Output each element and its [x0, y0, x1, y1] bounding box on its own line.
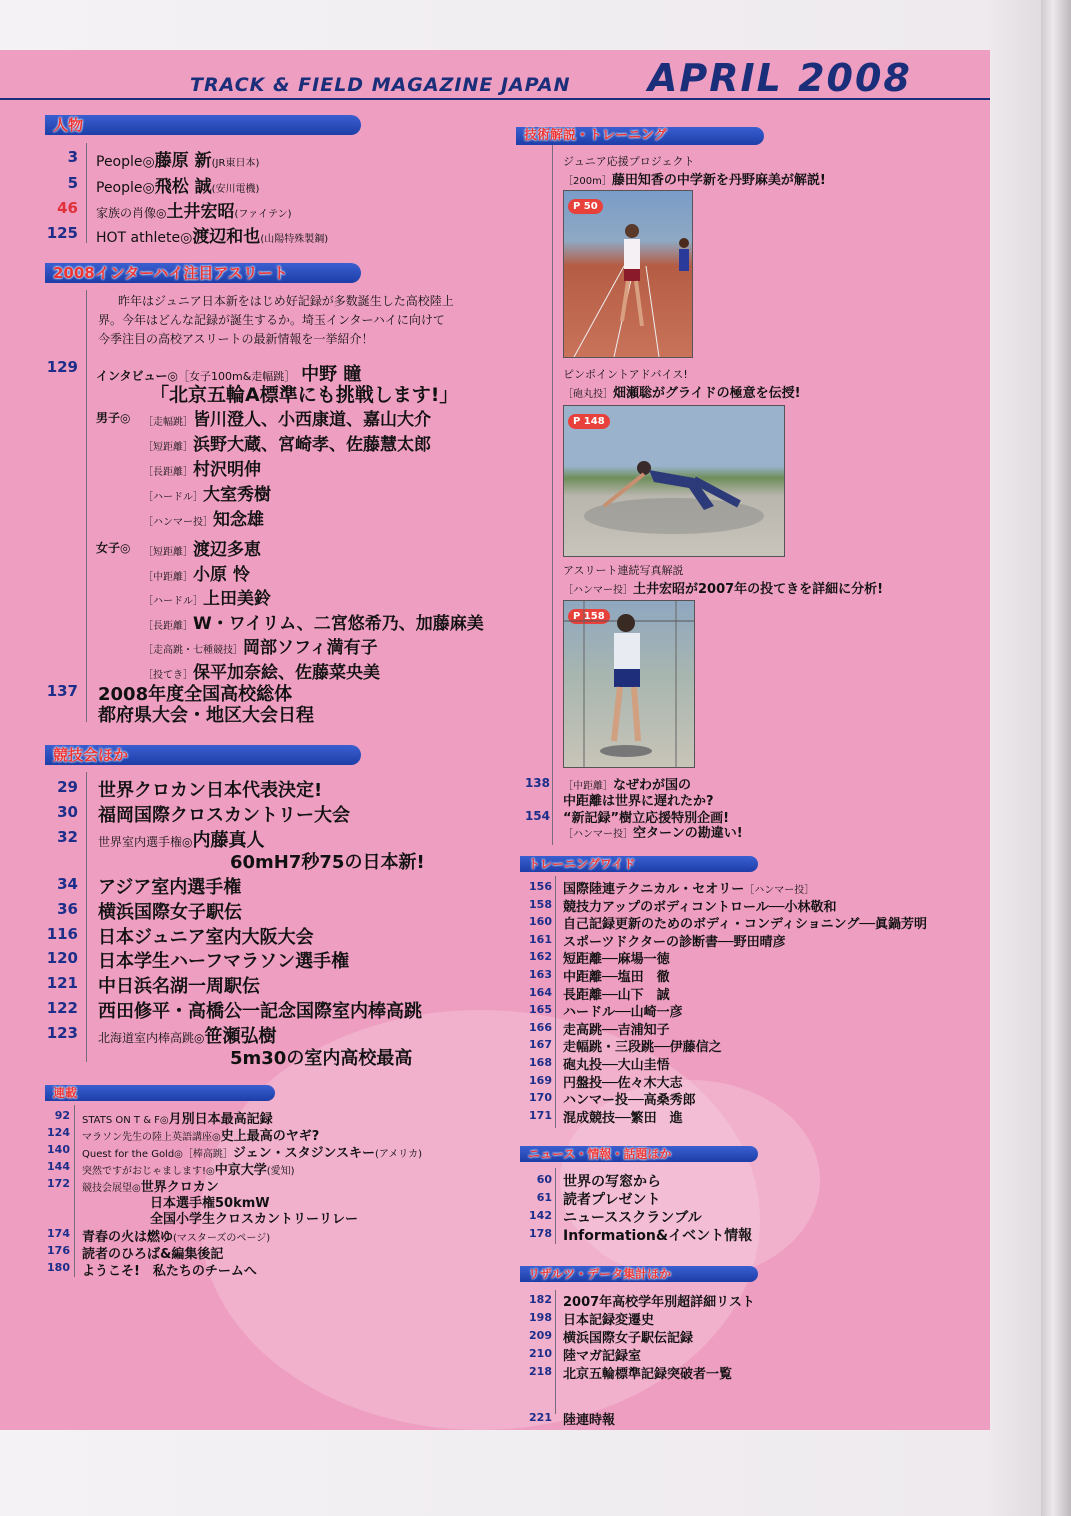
entry-title: 横浜国際女子駅伝	[98, 902, 242, 923]
entry-title: 自己記録更新のためのボディ・コンディショニング──眞鍋芳明	[563, 917, 928, 933]
section-bar-training-wide	[520, 856, 758, 872]
entry-title: 競技力アップのボディコントロール──小林敬和	[563, 899, 837, 915]
page-number: 30	[57, 803, 78, 821]
athlete-row	[143, 535, 261, 560]
event-category: ［中距離］	[143, 571, 193, 583]
interview-headline: 「北京五輪A標準にも挑戦します!」	[150, 384, 459, 406]
page-number: 170	[529, 1091, 552, 1105]
athlete-names: 小原 怜	[193, 564, 250, 585]
gender-label: 男子◎	[96, 411, 131, 425]
entry-name: 渡辺和也	[192, 227, 261, 247]
page-number: 121	[46, 974, 78, 992]
page-number: 160	[529, 915, 552, 929]
toc-entry	[563, 1001, 683, 1020]
entry-affiliation: (マスターズのページ)	[173, 1233, 271, 1244]
article-kicker: アスリート連続写真解説	[563, 564, 684, 577]
entry-title: 北京五輪標準記録突破者一覧	[563, 1367, 733, 1382]
page-number: 182	[529, 1293, 552, 1306]
toc-entry	[563, 1019, 670, 1038]
page-number: 158	[529, 897, 552, 911]
page-number: 138	[524, 776, 550, 790]
entry-title: 日本記録変遷史	[563, 1313, 655, 1328]
entry-title: 陸マガ記録室	[563, 1349, 642, 1364]
entry-title: アジア室内選手権	[98, 877, 242, 898]
page-number: 176	[47, 1244, 70, 1257]
event-category: ［長距離］	[143, 467, 193, 478]
section-title: 2008インターハイ注目アスリート	[53, 264, 288, 282]
page-number: 210	[529, 1347, 552, 1360]
toc-entry	[98, 947, 349, 973]
entry-title: 短距離──麻場一徳	[563, 952, 670, 968]
athlete-row	[143, 658, 380, 683]
interview-name: 中野 瞳	[301, 364, 362, 385]
toc-entry	[563, 1107, 683, 1126]
column-rule	[555, 1290, 556, 1414]
interview-prefix: インタビュー◎	[96, 369, 178, 383]
schedule-title: 2008年度全国高校総体	[98, 684, 293, 705]
toc-entry	[563, 1409, 615, 1428]
column-rule	[555, 1168, 556, 1244]
entry-title: 読者プレゼント	[563, 1192, 661, 1208]
page-number: 120	[46, 949, 78, 967]
gender-label: 女子◎	[96, 541, 131, 555]
page-number: 5	[67, 174, 78, 192]
column-rule	[555, 876, 556, 1128]
athlete-names: 知念雄	[213, 510, 264, 530]
athlete-row	[143, 584, 271, 609]
entry-title: 青春の火は燃ゆ	[82, 1230, 174, 1245]
page-number: 140	[47, 1143, 70, 1156]
section-bar-results	[520, 1266, 758, 1282]
entry-affiliation: ［ハンマー投］	[744, 885, 815, 896]
athlete-names: 村沢明伸	[193, 460, 261, 480]
entry-title: 日本ジュニア室内大阪大会	[98, 927, 314, 948]
entry-affiliation: (ファイテン)	[234, 209, 292, 220]
toc-entry	[98, 997, 422, 1023]
entry-affiliation: (安川電機)	[211, 184, 260, 195]
page-number: 164	[529, 985, 552, 999]
page-number: 221	[529, 1411, 552, 1424]
toc-entry	[98, 972, 260, 998]
page-number: 32	[57, 828, 78, 846]
page-number: 198	[529, 1311, 552, 1324]
toc-entry	[563, 1072, 683, 1091]
toc-entry	[563, 1363, 732, 1382]
page-number: 124	[47, 1126, 70, 1139]
entry-title: 中日浜名湖一周駅伝	[98, 976, 260, 997]
column-rule	[86, 772, 87, 1062]
page-number: 162	[529, 950, 552, 964]
event-category: ［短距離］	[143, 442, 193, 453]
entry-name: 飛松 誠	[154, 177, 212, 197]
toc-entry	[563, 1327, 693, 1346]
section-bar-series	[45, 1085, 275, 1101]
intro-line: 界。今年はどんな記録が誕生するか。埼玉インターハイに向けて	[98, 313, 445, 327]
article-title	[563, 382, 801, 401]
athlete-names: 浜野大蔵、宮崎孝、佐藤慧太郎	[193, 435, 431, 455]
entry-prefix: HOT athlete◎	[96, 230, 193, 246]
article-headline: 土井宏昭が2007年の投てきを詳細に分析!	[633, 582, 884, 597]
toc-entry	[96, 197, 292, 222]
entry-subtitle: 5m30の室内高校最高	[230, 1048, 413, 1069]
athlete-row	[143, 505, 264, 530]
toc-entry	[563, 1345, 641, 1364]
page-number: 142	[529, 1209, 552, 1222]
page-edge	[1041, 0, 1071, 1516]
page-number: 92	[54, 1109, 70, 1122]
photo-shot-put	[563, 405, 785, 557]
athlete-row	[143, 455, 261, 480]
section-bar-technique	[516, 127, 764, 145]
column-rule	[552, 145, 553, 845]
entry-title: ハンマー投──高桑秀郎	[563, 1093, 696, 1109]
page-number: 123	[46, 1024, 78, 1042]
toc-entry	[96, 146, 259, 171]
event-category: ［短距離］	[143, 547, 193, 558]
toc-entry	[563, 1189, 660, 1209]
entry-prefix: 競技会展望◎	[82, 1183, 141, 1194]
article-title	[563, 169, 826, 188]
event-category: ［走幅跳］	[143, 417, 193, 428]
entry-title: 史上最高のヤギ?	[220, 1129, 320, 1144]
athlete-names: W・ワイリム、二宮悠希乃、加藤麻美	[193, 613, 484, 634]
page-number: 166	[529, 1020, 552, 1034]
athlete-row	[143, 480, 271, 505]
athlete-names: 皆川澄人、小西康道、嘉山大介	[193, 410, 431, 430]
entry-title: 走幅跳・三段跳──伊藤信之	[563, 1040, 722, 1056]
page-number: 137	[46, 682, 78, 700]
entry-subtitle: 60mH7秒75の日本新!	[230, 852, 425, 873]
photo-sprinter	[563, 190, 693, 358]
toc-entry	[563, 1309, 654, 1328]
entry-title: ようこそ! 私たちのチームへ	[82, 1264, 257, 1279]
article-title	[563, 578, 883, 597]
page-number: 34	[57, 875, 78, 893]
entry-title: 笹瀬弘樹	[204, 1026, 277, 1047]
issue-date: APRIL 2008	[648, 56, 912, 100]
section-bar-interhigh	[45, 263, 361, 283]
toc-entry	[563, 1089, 696, 1108]
athlete-names: 大室秀樹	[203, 485, 271, 505]
section-title: リザルツ・データ集計ほか	[528, 1267, 672, 1281]
article-headline: 空ターンの勘違い!	[633, 826, 743, 841]
toc-entry	[563, 1291, 755, 1310]
entry-title: 世界クロカン	[140, 1180, 219, 1195]
page-number: 172	[47, 1177, 70, 1190]
section-title: トレーニングワイド	[528, 857, 636, 871]
toc-entry	[98, 898, 242, 924]
page-number: 163	[529, 968, 552, 981]
page-number: 218	[529, 1365, 552, 1378]
event-category: ［ハンマー投］	[143, 517, 213, 528]
page-number: 154	[524, 809, 550, 823]
interview-category: ［女子100m&走幅跳］	[178, 370, 296, 383]
page-number: 144	[47, 1160, 70, 1173]
column-rule	[86, 143, 87, 243]
entry-title: 横浜国際女子駅伝記録	[563, 1331, 694, 1346]
magazine-name: TRACK & FIELD MAGAZINE JAPAN	[190, 74, 571, 96]
entry-prefix: 家族の肖像◎	[96, 206, 167, 220]
column-rule	[86, 290, 87, 722]
page-number: 167	[529, 1038, 552, 1052]
entry-prefix: People◎	[96, 154, 155, 170]
entry-title: 全国小学生クロスカントリーリレー	[150, 1212, 359, 1227]
entry-title: 日本選手権50kmW	[150, 1196, 270, 1211]
entry-affiliation: (JR東日本)	[211, 158, 260, 169]
page-number: 125	[46, 224, 78, 242]
page-number: 122	[46, 999, 78, 1017]
event-category: ［投てき］	[143, 669, 193, 681]
entry-title: 2007年高校学年別超詳細リスト	[563, 1295, 755, 1310]
page-number: 46	[57, 199, 78, 217]
toc-entry	[98, 801, 350, 827]
entry-prefix: 世界室内選手権◎	[98, 835, 193, 849]
athlete-row	[143, 405, 431, 430]
page-number: 116	[46, 925, 78, 943]
entry-title: 走高跳──吉浦知子	[563, 1022, 670, 1038]
article-headline: なぜわが国の	[613, 778, 692, 793]
toc-entry	[563, 896, 836, 915]
section-bar-people	[45, 115, 361, 135]
article-category: ［ハンマー投］	[563, 585, 633, 596]
entry-title: 中距離──塩田 徹	[563, 970, 670, 985]
event-category: ［走高跳・七種競技］	[143, 645, 243, 656]
toc-entry	[150, 1208, 358, 1227]
entry-title: 中京大学	[214, 1163, 267, 1178]
intro-line: 昨年はジュニア日本新をはじめ好記録が多数誕生した高校陸上	[118, 294, 454, 308]
entry-title: ジェン・スタジンスキー	[232, 1146, 375, 1161]
entry-title: スポーツドクターの診断書──野田晴彦	[563, 934, 786, 950]
photo-page-tag: P 50	[568, 199, 603, 214]
entry-title: 長距離──山下 誠	[563, 987, 670, 1003]
entry-prefix: STATS ON T & F◎	[82, 1115, 169, 1126]
sprinter-illustration	[564, 191, 692, 357]
article-headline: 藤田知香の中学新を丹野麻美が解説!	[611, 173, 826, 188]
toc-entry	[563, 878, 814, 897]
entry-title: 世界クロカン日本代表決定!	[98, 780, 323, 801]
toc-entry	[563, 913, 927, 932]
entry-affiliation: (愛知)	[266, 1166, 295, 1177]
event-category: ［長距離］	[143, 620, 193, 632]
entry-name: 藤原 新	[154, 151, 212, 171]
entry-title: 国際陸連テクニカル・セオリー	[563, 882, 745, 897]
athlete-row	[143, 430, 431, 455]
athlete-row	[143, 633, 378, 658]
toc-entry	[563, 1171, 661, 1191]
intro-line: 今季注目の高校アスリートの最新情報を一挙紹介！	[98, 332, 374, 346]
entry-title: 砲丸投──大山圭悟	[563, 1058, 670, 1073]
section-title: ニュース・情報・話題ほか	[528, 1147, 672, 1161]
article-category: ［ハンマー投］	[563, 829, 633, 840]
page-number: 171	[529, 1108, 552, 1122]
entry-title: Information&イベント情報	[563, 1228, 753, 1244]
entry-title: 内藤真人	[192, 830, 265, 851]
page-number: 180	[47, 1261, 70, 1274]
article-headline-cont: 中距離は世界に遅れたか?	[563, 794, 714, 809]
page-number: 169	[529, 1073, 552, 1087]
toc-entry	[98, 873, 241, 899]
toc-entry	[563, 948, 670, 967]
article-kicker: ピンポイントアドバイス!	[563, 368, 688, 381]
entry-prefix: マラソン先生の陸上英語講座◎	[82, 1132, 221, 1143]
toc-entry	[96, 222, 328, 247]
entry-title: 混成競技──繁田 進	[563, 1110, 683, 1126]
toc-entry	[98, 923, 314, 949]
article-kicker: ジュニア応援プロジェクト	[563, 155, 695, 168]
page-number: 29	[57, 778, 78, 796]
entry-title: ハードル──山崎一彦	[563, 1005, 683, 1021]
entry-affiliation: (アメリカ)	[374, 1149, 423, 1160]
toc-entry	[563, 966, 670, 985]
entry-title: ニューススクランブル	[563, 1210, 702, 1226]
athlete-names: 渡辺多恵	[193, 540, 261, 560]
shot-put-illustration	[564, 406, 784, 556]
page-number: 161	[529, 932, 552, 946]
athlete-names: 岡部ソフィ満有子	[243, 638, 378, 658]
page-number: 165	[529, 1003, 552, 1017]
photo-page-tag: P 148	[568, 414, 610, 429]
article-title	[563, 822, 743, 841]
article-headline: 畑瀬聡がグライドの極意を伝授!	[613, 386, 801, 401]
page-number: 168	[529, 1056, 552, 1069]
schedule-subtitle: 都府県大会・地区大会日程	[98, 705, 314, 726]
page-number: 174	[47, 1227, 70, 1240]
article-category: ［200m］	[563, 176, 612, 187]
page-number: 156	[529, 880, 552, 893]
entry-title: 世界の写窓から	[563, 1174, 661, 1190]
entry-title: 円盤投──佐々木大志	[563, 1075, 683, 1091]
section-title: 連載	[53, 1086, 78, 1100]
photo-page-tag: P 158	[568, 609, 610, 624]
photo-hammer-thrower	[563, 600, 695, 768]
athlete-names: 保平加奈絵、佐藤菜央美	[193, 662, 380, 683]
entry-prefix: 北海道室内棒高跳◎	[98, 1031, 205, 1045]
entry-prefix: 突然ですがおじゃまします!◎	[82, 1166, 215, 1177]
entry-title: 陸連時報	[563, 1413, 616, 1428]
page-number: 178	[529, 1227, 552, 1240]
page-number: 129	[46, 358, 78, 376]
event-category: ［ハードル］	[143, 492, 203, 503]
toc-entry	[96, 172, 259, 197]
event-category: ［ハードル］	[143, 596, 203, 607]
entry-title: 月別日本最高記録	[168, 1112, 273, 1127]
page-number: 3	[67, 148, 78, 166]
entry-title: 日本学生ハーフマラソン選手権	[98, 951, 350, 972]
page-number: 209	[529, 1329, 552, 1342]
section-title: 人物	[53, 116, 84, 134]
athlete-names: 上田美鈴	[203, 589, 271, 609]
entry-prefix: People◎	[96, 180, 155, 196]
section-bar-news	[520, 1146, 758, 1162]
entry-title: 福岡国際クロスカントリー大会	[98, 805, 350, 826]
column-rule	[74, 1105, 75, 1277]
toc-entry	[563, 1225, 752, 1245]
page-number: 61	[536, 1191, 552, 1204]
entry-title: 読者のひろば&編集後記	[82, 1247, 224, 1262]
toc-entry	[82, 1260, 257, 1279]
entry-name: 土井宏昭	[166, 202, 235, 222]
athlete-row	[143, 609, 484, 634]
hammer-thrower-illustration	[564, 601, 694, 767]
entry-title: 西田修平・高橋公一記念国際室内棒高跳	[98, 1001, 422, 1022]
section-title: 競技会ほか	[53, 746, 129, 764]
section-title: 技術解説・トレーニング	[524, 128, 667, 143]
toc-entry	[563, 984, 670, 1003]
entry-prefix: Quest for the Gold◎［棒高跳］	[82, 1149, 233, 1160]
toc-entry	[563, 1036, 722, 1055]
section-bar-competitions	[45, 745, 361, 765]
toc-entry	[563, 1054, 670, 1073]
toc-entry	[563, 931, 786, 950]
page-number: 60	[536, 1173, 552, 1186]
toc-entry	[98, 776, 322, 802]
article-category: ［中距離］	[563, 781, 613, 792]
page-number: 36	[57, 900, 78, 918]
article-category: ［砲丸投］	[563, 389, 613, 400]
toc-entry	[563, 1207, 702, 1227]
entry-affiliation: (山陽特殊製鋼)	[260, 234, 329, 245]
article-headline: “新記録”樹立応援特別企画!	[563, 811, 730, 826]
athlete-row	[143, 560, 250, 585]
